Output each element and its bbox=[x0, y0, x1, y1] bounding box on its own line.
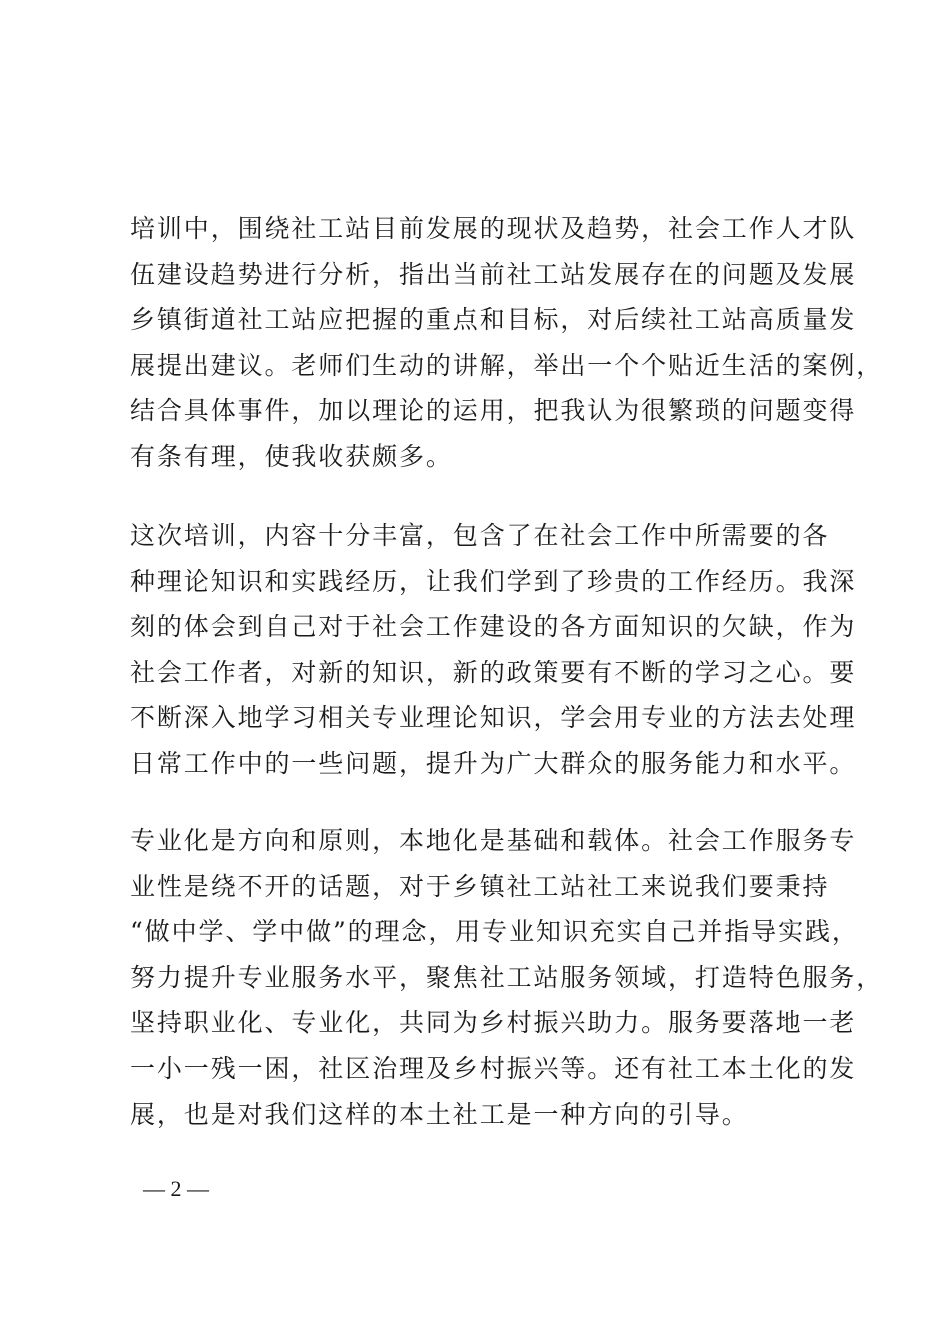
page-number: — 2 — bbox=[143, 1176, 209, 1201]
text-line: 日常工作中的一些问题，提升为广大群众的服务能力和水平。 bbox=[130, 748, 857, 778]
text-line: 展，也是对我们这样的本土社工是一种方向的引导。 bbox=[130, 1099, 749, 1129]
text-line: 这次培训，内容十分丰富，包含了在社会工作中所需要的各 bbox=[130, 521, 830, 550]
text-line: 培训中，围绕社工站目前发展的现状及趋势，社会工作人才队 bbox=[130, 214, 857, 243]
text-line: 伍建设趋势进行分析，指出当前社工站发展存在的问题及发展 bbox=[130, 259, 857, 289]
text-line: 刻的体会到自己对于社会工作建设的各方面知识的欠缺，作为 bbox=[130, 612, 857, 642]
text-line: 社会工作者，对新的知识，新的政策要有不断的学习之心。要 bbox=[130, 657, 857, 687]
paragraph-training-reflection bbox=[130, 513, 857, 787]
text-line: 业性是绕不开的话题，对于乡镇社工站社工来说我们要秉持 bbox=[130, 871, 830, 901]
text-line: 乡镇街道社工站应把握的重点和目标，对后续社工站高质量发 bbox=[130, 305, 857, 335]
text-line: 不断深入地学习相关专业理论知识，学会用专业的方法去处理 bbox=[130, 703, 857, 733]
text-line: 展提出建议。老师们生动的讲解，举出一个个贴近生活的案例， bbox=[130, 350, 884, 380]
paragraph-training-content bbox=[130, 206, 884, 480]
text-line: 坚持职业化、专业化，共同为乡村振兴助力。服务要落地一老 bbox=[130, 1008, 857, 1038]
text-line: 一小一残一困，社区治理及乡村振兴等。还有社工本土化的发 bbox=[130, 1053, 857, 1083]
text-line: “做中学、学中做”的理念，用专业知识充实自己并指导实践， bbox=[130, 917, 859, 947]
paragraph-professionalization bbox=[130, 818, 884, 1137]
text-line: 努力提升专业服务水平，聚焦社工站服务领域，打造特色服务， bbox=[130, 962, 884, 992]
text-line: 种理论知识和实践经历，让我们学到了珍贵的工作经历。我深 bbox=[130, 566, 857, 596]
text-line: 结合具体事件，加以理论的运用，把我认为很繁琐的问题变得 bbox=[130, 396, 857, 426]
text-line: 专业化是方向和原则，本地化是基础和载体。社会工作服务专 bbox=[130, 826, 857, 855]
text-line: 有条有理，使我收获颇多。 bbox=[130, 441, 453, 471]
